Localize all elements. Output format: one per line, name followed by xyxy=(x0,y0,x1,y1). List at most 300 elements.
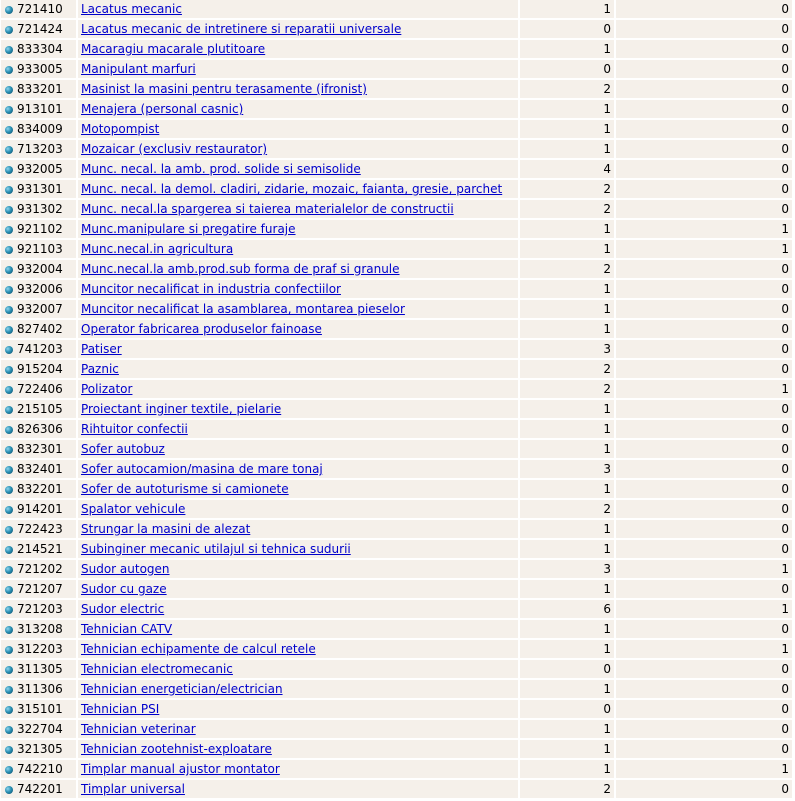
title-cell xyxy=(78,0,518,18)
second-count-cell: 0 xyxy=(616,160,792,178)
table-row xyxy=(1,340,792,358)
bullet-icon xyxy=(5,246,13,254)
code-cell xyxy=(1,380,76,398)
second-count-cell: 0 xyxy=(616,780,792,798)
table-row xyxy=(1,220,792,238)
bullet-icon xyxy=(5,666,13,674)
code-cell xyxy=(1,60,76,78)
table-row xyxy=(1,20,792,38)
code-cell xyxy=(1,40,76,58)
table-row xyxy=(1,680,792,698)
occupation-code: 722423 xyxy=(17,522,63,536)
occupation-link[interactable]: Operator fabricarea produselor fainoase xyxy=(81,322,322,336)
title-cell xyxy=(78,600,518,618)
second-count-cell: 0 xyxy=(616,480,792,498)
count-cell: 1 xyxy=(520,280,614,298)
table-row xyxy=(1,240,792,258)
count-cell: 1 xyxy=(520,120,614,138)
bullet-icon xyxy=(5,166,13,174)
occupation-code: 742210 xyxy=(17,762,63,776)
second-count-cell: 1 xyxy=(616,640,792,658)
title-cell xyxy=(78,680,518,698)
table-row xyxy=(1,520,792,538)
occupation-code: 931301 xyxy=(17,182,63,196)
count-cell: 3 xyxy=(520,460,614,478)
bullet-icon xyxy=(5,186,13,194)
code-cell xyxy=(1,420,76,438)
title-cell xyxy=(78,760,518,778)
code-cell xyxy=(1,640,76,658)
count-cell: 1 xyxy=(520,240,614,258)
second-count-cell: 0 xyxy=(616,20,792,38)
occupation-code: 721203 xyxy=(17,602,63,616)
title-cell xyxy=(78,660,518,678)
occupation-link[interactable]: Munc.necal.la amb.prod.sub forma de praf si granule xyxy=(81,262,400,276)
bullet-icon xyxy=(5,746,13,754)
occupation-link[interactable]: Motopompist xyxy=(81,122,160,136)
count-cell: 2 xyxy=(520,500,614,518)
occupation-link[interactable]: Sofer autocamion/masina de mare tonaj xyxy=(81,462,323,476)
title-cell xyxy=(78,540,518,558)
count-cell: 1 xyxy=(520,720,614,738)
occupation-link[interactable]: Paznic xyxy=(81,362,119,376)
occupation-link[interactable]: Macaragiu macarale plutitoare xyxy=(81,42,266,56)
second-count-cell: 0 xyxy=(616,700,792,718)
occupation-code: 834009 xyxy=(17,122,63,136)
table-row xyxy=(1,640,792,658)
bullet-icon xyxy=(5,326,13,334)
count-cell: 0 xyxy=(520,60,614,78)
occupation-link[interactable]: Strungar la masini de alezat xyxy=(81,522,251,536)
occupation-code: 322704 xyxy=(17,722,63,736)
table-row xyxy=(1,620,792,638)
title-cell xyxy=(78,100,518,118)
second-count-cell: 0 xyxy=(616,580,792,598)
occupation-code: 215105 xyxy=(17,402,63,416)
occupation-code: 932007 xyxy=(17,302,63,316)
occupation-code: 833304 xyxy=(17,42,63,56)
bullet-icon xyxy=(5,306,13,314)
occupation-link[interactable]: Tehnician energetician/electrician xyxy=(81,682,283,696)
code-cell xyxy=(1,760,76,778)
bullet-icon xyxy=(5,266,13,274)
second-count-cell: 0 xyxy=(616,40,792,58)
title-cell xyxy=(78,400,518,418)
table-row xyxy=(1,0,792,18)
table-row xyxy=(1,360,792,378)
second-count-cell: 0 xyxy=(616,540,792,558)
count-cell: 2 xyxy=(520,780,614,798)
code-cell xyxy=(1,300,76,318)
title-cell xyxy=(78,780,518,798)
count-cell: 2 xyxy=(520,380,614,398)
count-cell: 4 xyxy=(520,160,614,178)
occupation-link[interactable]: Muncitor necalificat la asamblarea, montarea pieselor xyxy=(81,302,405,316)
count-cell: 1 xyxy=(520,0,614,18)
occupation-link[interactable]: Rihtuitor confectii xyxy=(81,422,188,436)
count-cell: 1 xyxy=(520,300,614,318)
jobs-table-body xyxy=(1,0,792,798)
code-cell xyxy=(1,560,76,578)
count-cell: 6 xyxy=(520,600,614,618)
table-row xyxy=(1,60,792,78)
code-cell xyxy=(1,80,76,98)
title-cell xyxy=(78,700,518,718)
title-cell xyxy=(78,640,518,658)
count-cell: 1 xyxy=(520,220,614,238)
count-cell: 2 xyxy=(520,200,614,218)
code-cell xyxy=(1,740,76,758)
second-count-cell: 0 xyxy=(616,280,792,298)
count-cell: 1 xyxy=(520,680,614,698)
second-count-cell: 0 xyxy=(616,360,792,378)
bullet-icon xyxy=(5,526,13,534)
bullet-icon xyxy=(5,706,13,714)
code-cell xyxy=(1,100,76,118)
second-count-cell: 1 xyxy=(616,240,792,258)
occupation-link[interactable]: Sudor cu gaze xyxy=(81,582,167,596)
second-count-cell: 0 xyxy=(616,680,792,698)
occupation-link[interactable]: Subinginer mecanic utilajul si tehnica sudurii xyxy=(81,542,351,556)
bullet-icon xyxy=(5,446,13,454)
title-cell xyxy=(78,240,518,258)
second-count-cell: 0 xyxy=(616,720,792,738)
code-cell xyxy=(1,600,76,618)
occupation-link[interactable]: Sudor electric xyxy=(81,602,165,616)
table-row xyxy=(1,80,792,98)
occupation-link[interactable]: Munc. necal. la demol. cladiri, zidarie, mozaic, faianta, gresie, parchet xyxy=(81,182,503,196)
code-cell xyxy=(1,360,76,378)
bullet-icon xyxy=(5,626,13,634)
occupation-link[interactable]: Munc.manipulare si pregatire furaje xyxy=(81,222,296,236)
code-cell xyxy=(1,440,76,458)
second-count-cell: 0 xyxy=(616,440,792,458)
second-count-cell: 0 xyxy=(616,80,792,98)
title-cell xyxy=(78,40,518,58)
table-row xyxy=(1,120,792,138)
second-count-cell: 0 xyxy=(616,320,792,338)
code-cell xyxy=(1,400,76,418)
second-count-cell: 0 xyxy=(616,400,792,418)
second-count-cell: 0 xyxy=(616,60,792,78)
code-cell xyxy=(1,460,76,478)
occupation-code: 713203 xyxy=(17,142,63,156)
table-row xyxy=(1,460,792,478)
code-cell xyxy=(1,180,76,198)
second-count-cell: 0 xyxy=(616,740,792,758)
occupation-code: 915204 xyxy=(17,362,63,376)
occupation-link[interactable]: Tehnician veterinar xyxy=(81,722,196,736)
title-cell xyxy=(78,720,518,738)
count-cell: 1 xyxy=(520,540,614,558)
second-count-cell: 0 xyxy=(616,180,792,198)
title-cell xyxy=(78,200,518,218)
title-cell xyxy=(78,740,518,758)
code-cell xyxy=(1,0,76,18)
occupation-link[interactable]: Menajera (personal casnic) xyxy=(81,102,244,116)
title-cell xyxy=(78,620,518,638)
occupation-link[interactable]: Sofer autobuz xyxy=(81,442,165,456)
second-count-cell: 0 xyxy=(616,120,792,138)
title-cell xyxy=(78,320,518,338)
table-row xyxy=(1,200,792,218)
bullet-icon xyxy=(5,786,13,794)
occupation-code: 722406 xyxy=(17,382,63,396)
occupation-link[interactable]: Tehnician PSI xyxy=(81,702,160,716)
count-cell: 1 xyxy=(520,640,614,658)
occupation-link[interactable]: Munc. necal. la amb. prod. solide si semisolide xyxy=(81,162,361,176)
occupation-link[interactable]: Tehnician zootehnist-exploatare xyxy=(81,742,272,756)
count-cell: 3 xyxy=(520,340,614,358)
title-cell xyxy=(78,180,518,198)
bullet-icon xyxy=(5,566,13,574)
bullet-icon xyxy=(5,366,13,374)
occupation-code: 311305 xyxy=(17,662,63,676)
code-cell xyxy=(1,20,76,38)
count-cell: 1 xyxy=(520,40,614,58)
code-cell xyxy=(1,780,76,798)
second-count-cell: 0 xyxy=(616,300,792,318)
occupation-link[interactable]: Munc. necal.la spargerea si taierea materialelor de constructii xyxy=(81,202,454,216)
bullet-icon xyxy=(5,6,13,14)
table-row xyxy=(1,660,792,678)
code-cell xyxy=(1,320,76,338)
title-cell xyxy=(78,360,518,378)
count-cell: 1 xyxy=(520,620,614,638)
bullet-icon xyxy=(5,386,13,394)
table-row xyxy=(1,100,792,118)
occupation-link[interactable]: Timplar manual ajustor montator xyxy=(81,762,280,776)
occupation-code: 315101 xyxy=(17,702,63,716)
second-count-cell: 0 xyxy=(616,100,792,118)
bullet-icon xyxy=(5,126,13,134)
occupation-code: 721207 xyxy=(17,582,63,596)
count-cell: 1 xyxy=(520,760,614,778)
bullet-icon xyxy=(5,646,13,654)
code-cell xyxy=(1,340,76,358)
title-cell xyxy=(78,380,518,398)
bullet-icon xyxy=(5,406,13,414)
occupation-code: 721202 xyxy=(17,562,63,576)
occupation-code: 932004 xyxy=(17,262,63,276)
bullet-icon xyxy=(5,206,13,214)
bullet-icon xyxy=(5,26,13,34)
occupation-link[interactable]: Masinist la masini pentru terasamente (ifronist) xyxy=(81,82,367,96)
occupation-link[interactable]: Mozaicar (exclusiv restaurator) xyxy=(81,142,268,156)
code-cell xyxy=(1,620,76,638)
table-row xyxy=(1,280,792,298)
title-cell xyxy=(78,560,518,578)
title-cell xyxy=(78,520,518,538)
occupation-code: 933005 xyxy=(17,62,63,76)
occupation-link[interactable]: Polizator xyxy=(81,382,133,396)
table-row xyxy=(1,480,792,498)
occupation-link[interactable]: Tehnician electromecanic xyxy=(81,662,233,676)
title-cell xyxy=(78,420,518,438)
count-cell: 1 xyxy=(520,440,614,458)
code-cell xyxy=(1,260,76,278)
occupation-link[interactable]: Timplar universal xyxy=(81,782,185,796)
count-cell: 1 xyxy=(520,740,614,758)
occupation-code: 313208 xyxy=(17,622,63,636)
occupation-link[interactable]: Lacatus mecanic xyxy=(81,2,182,16)
count-cell: 2 xyxy=(520,360,614,378)
count-cell: 1 xyxy=(520,400,614,418)
occupation-code: 826306 xyxy=(17,422,63,436)
code-cell xyxy=(1,220,76,238)
count-cell: 1 xyxy=(520,520,614,538)
count-cell: 3 xyxy=(520,560,614,578)
occupation-link[interactable]: Sofer de autoturisme si camionete xyxy=(81,482,289,496)
occupation-link[interactable]: Munc.necal.in agricultura xyxy=(81,242,234,256)
table-row xyxy=(1,760,792,778)
occupation-code: 721410 xyxy=(17,2,63,16)
count-cell: 1 xyxy=(520,480,614,498)
occupation-code: 832301 xyxy=(17,442,63,456)
bullet-icon xyxy=(5,46,13,54)
count-cell: 0 xyxy=(520,20,614,38)
code-cell xyxy=(1,200,76,218)
occupation-code: 321305 xyxy=(17,742,63,756)
bullet-icon xyxy=(5,226,13,234)
occupation-code: 921102 xyxy=(17,222,63,236)
occupation-code: 214521 xyxy=(17,542,63,556)
occupation-link[interactable]: Tehnician echipamente de calcul retele xyxy=(81,642,316,656)
occupation-code: 833201 xyxy=(17,82,63,96)
occupation-code: 931302 xyxy=(17,202,63,216)
count-cell: 1 xyxy=(520,580,614,598)
code-cell xyxy=(1,240,76,258)
table-row xyxy=(1,420,792,438)
bullet-icon xyxy=(5,66,13,74)
title-cell xyxy=(78,120,518,138)
title-cell xyxy=(78,80,518,98)
occupation-code: 741203 xyxy=(17,342,63,356)
code-cell xyxy=(1,480,76,498)
occupation-link[interactable]: Tehnician CATV xyxy=(81,622,173,636)
bullet-icon xyxy=(5,506,13,514)
second-count-cell: 0 xyxy=(616,420,792,438)
table-row xyxy=(1,500,792,518)
table-row xyxy=(1,400,792,418)
count-cell: 1 xyxy=(520,320,614,338)
table-row xyxy=(1,540,792,558)
title-cell xyxy=(78,460,518,478)
code-cell xyxy=(1,720,76,738)
bullet-icon xyxy=(5,606,13,614)
occupation-code: 832201 xyxy=(17,482,63,496)
occupation-link[interactable]: Spalator vehicule xyxy=(81,502,186,516)
table-row xyxy=(1,300,792,318)
second-count-cell: 1 xyxy=(616,760,792,778)
count-cell: 0 xyxy=(520,660,614,678)
occupation-link[interactable]: Proiectant inginer textile, pielarie xyxy=(81,402,282,416)
count-cell: 2 xyxy=(520,260,614,278)
code-cell xyxy=(1,520,76,538)
table-row xyxy=(1,160,792,178)
code-cell xyxy=(1,140,76,158)
title-cell xyxy=(78,160,518,178)
code-cell xyxy=(1,680,76,698)
code-cell xyxy=(1,540,76,558)
occupation-link[interactable]: Lacatus mecanic de intretinere si reparatii universale xyxy=(81,22,402,36)
second-count-cell: 0 xyxy=(616,0,792,18)
second-count-cell: 0 xyxy=(616,520,792,538)
table-row xyxy=(1,40,792,58)
count-cell: 2 xyxy=(520,180,614,198)
table-row xyxy=(1,560,792,578)
second-count-cell: 0 xyxy=(616,620,792,638)
second-count-cell: 1 xyxy=(616,220,792,238)
title-cell xyxy=(78,280,518,298)
code-cell xyxy=(1,580,76,598)
bullet-icon xyxy=(5,346,13,354)
table-row xyxy=(1,320,792,338)
bullet-icon xyxy=(5,686,13,694)
title-cell xyxy=(78,220,518,238)
occupation-link[interactable]: Patiser xyxy=(81,342,122,356)
second-count-cell: 0 xyxy=(616,340,792,358)
table-row xyxy=(1,600,792,618)
table-row xyxy=(1,700,792,718)
count-cell: 1 xyxy=(520,420,614,438)
occupation-code: 932005 xyxy=(17,162,63,176)
occupation-code: 721424 xyxy=(17,22,63,36)
second-count-cell: 0 xyxy=(616,660,792,678)
occupation-code: 742201 xyxy=(17,782,63,796)
code-cell xyxy=(1,280,76,298)
occupation-code: 311306 xyxy=(17,682,63,696)
count-cell: 1 xyxy=(520,100,614,118)
title-cell xyxy=(78,260,518,278)
title-cell xyxy=(78,580,518,598)
occupation-code: 312203 xyxy=(17,642,63,656)
second-count-cell: 0 xyxy=(616,140,792,158)
occupation-code: 914201 xyxy=(17,502,63,516)
second-count-cell: 1 xyxy=(616,560,792,578)
occupation-code: 827402 xyxy=(17,322,63,336)
bullet-icon xyxy=(5,106,13,114)
occupation-code: 932006 xyxy=(17,282,63,296)
bullet-icon xyxy=(5,426,13,434)
bullet-icon xyxy=(5,546,13,554)
code-cell xyxy=(1,120,76,138)
table-row xyxy=(1,720,792,738)
bullet-icon xyxy=(5,86,13,94)
title-cell xyxy=(78,500,518,518)
occupation-link[interactable]: Manipulant marfuri xyxy=(81,62,196,76)
title-cell xyxy=(78,440,518,458)
occupation-link[interactable]: Muncitor necalificat in industria confectiilor xyxy=(81,282,341,296)
bullet-icon xyxy=(5,586,13,594)
count-cell: 0 xyxy=(520,700,614,718)
code-cell xyxy=(1,500,76,518)
count-cell: 2 xyxy=(520,80,614,98)
bullet-icon xyxy=(5,766,13,774)
bullet-icon xyxy=(5,286,13,294)
table-row xyxy=(1,780,792,798)
second-count-cell: 1 xyxy=(616,600,792,618)
code-cell xyxy=(1,700,76,718)
title-cell xyxy=(78,480,518,498)
table-row xyxy=(1,260,792,278)
title-cell xyxy=(78,300,518,318)
table-row xyxy=(1,180,792,198)
title-cell xyxy=(78,60,518,78)
occupation-link[interactable]: Sudor autogen xyxy=(81,562,170,576)
second-count-cell: 0 xyxy=(616,460,792,478)
second-count-cell: 1 xyxy=(616,380,792,398)
